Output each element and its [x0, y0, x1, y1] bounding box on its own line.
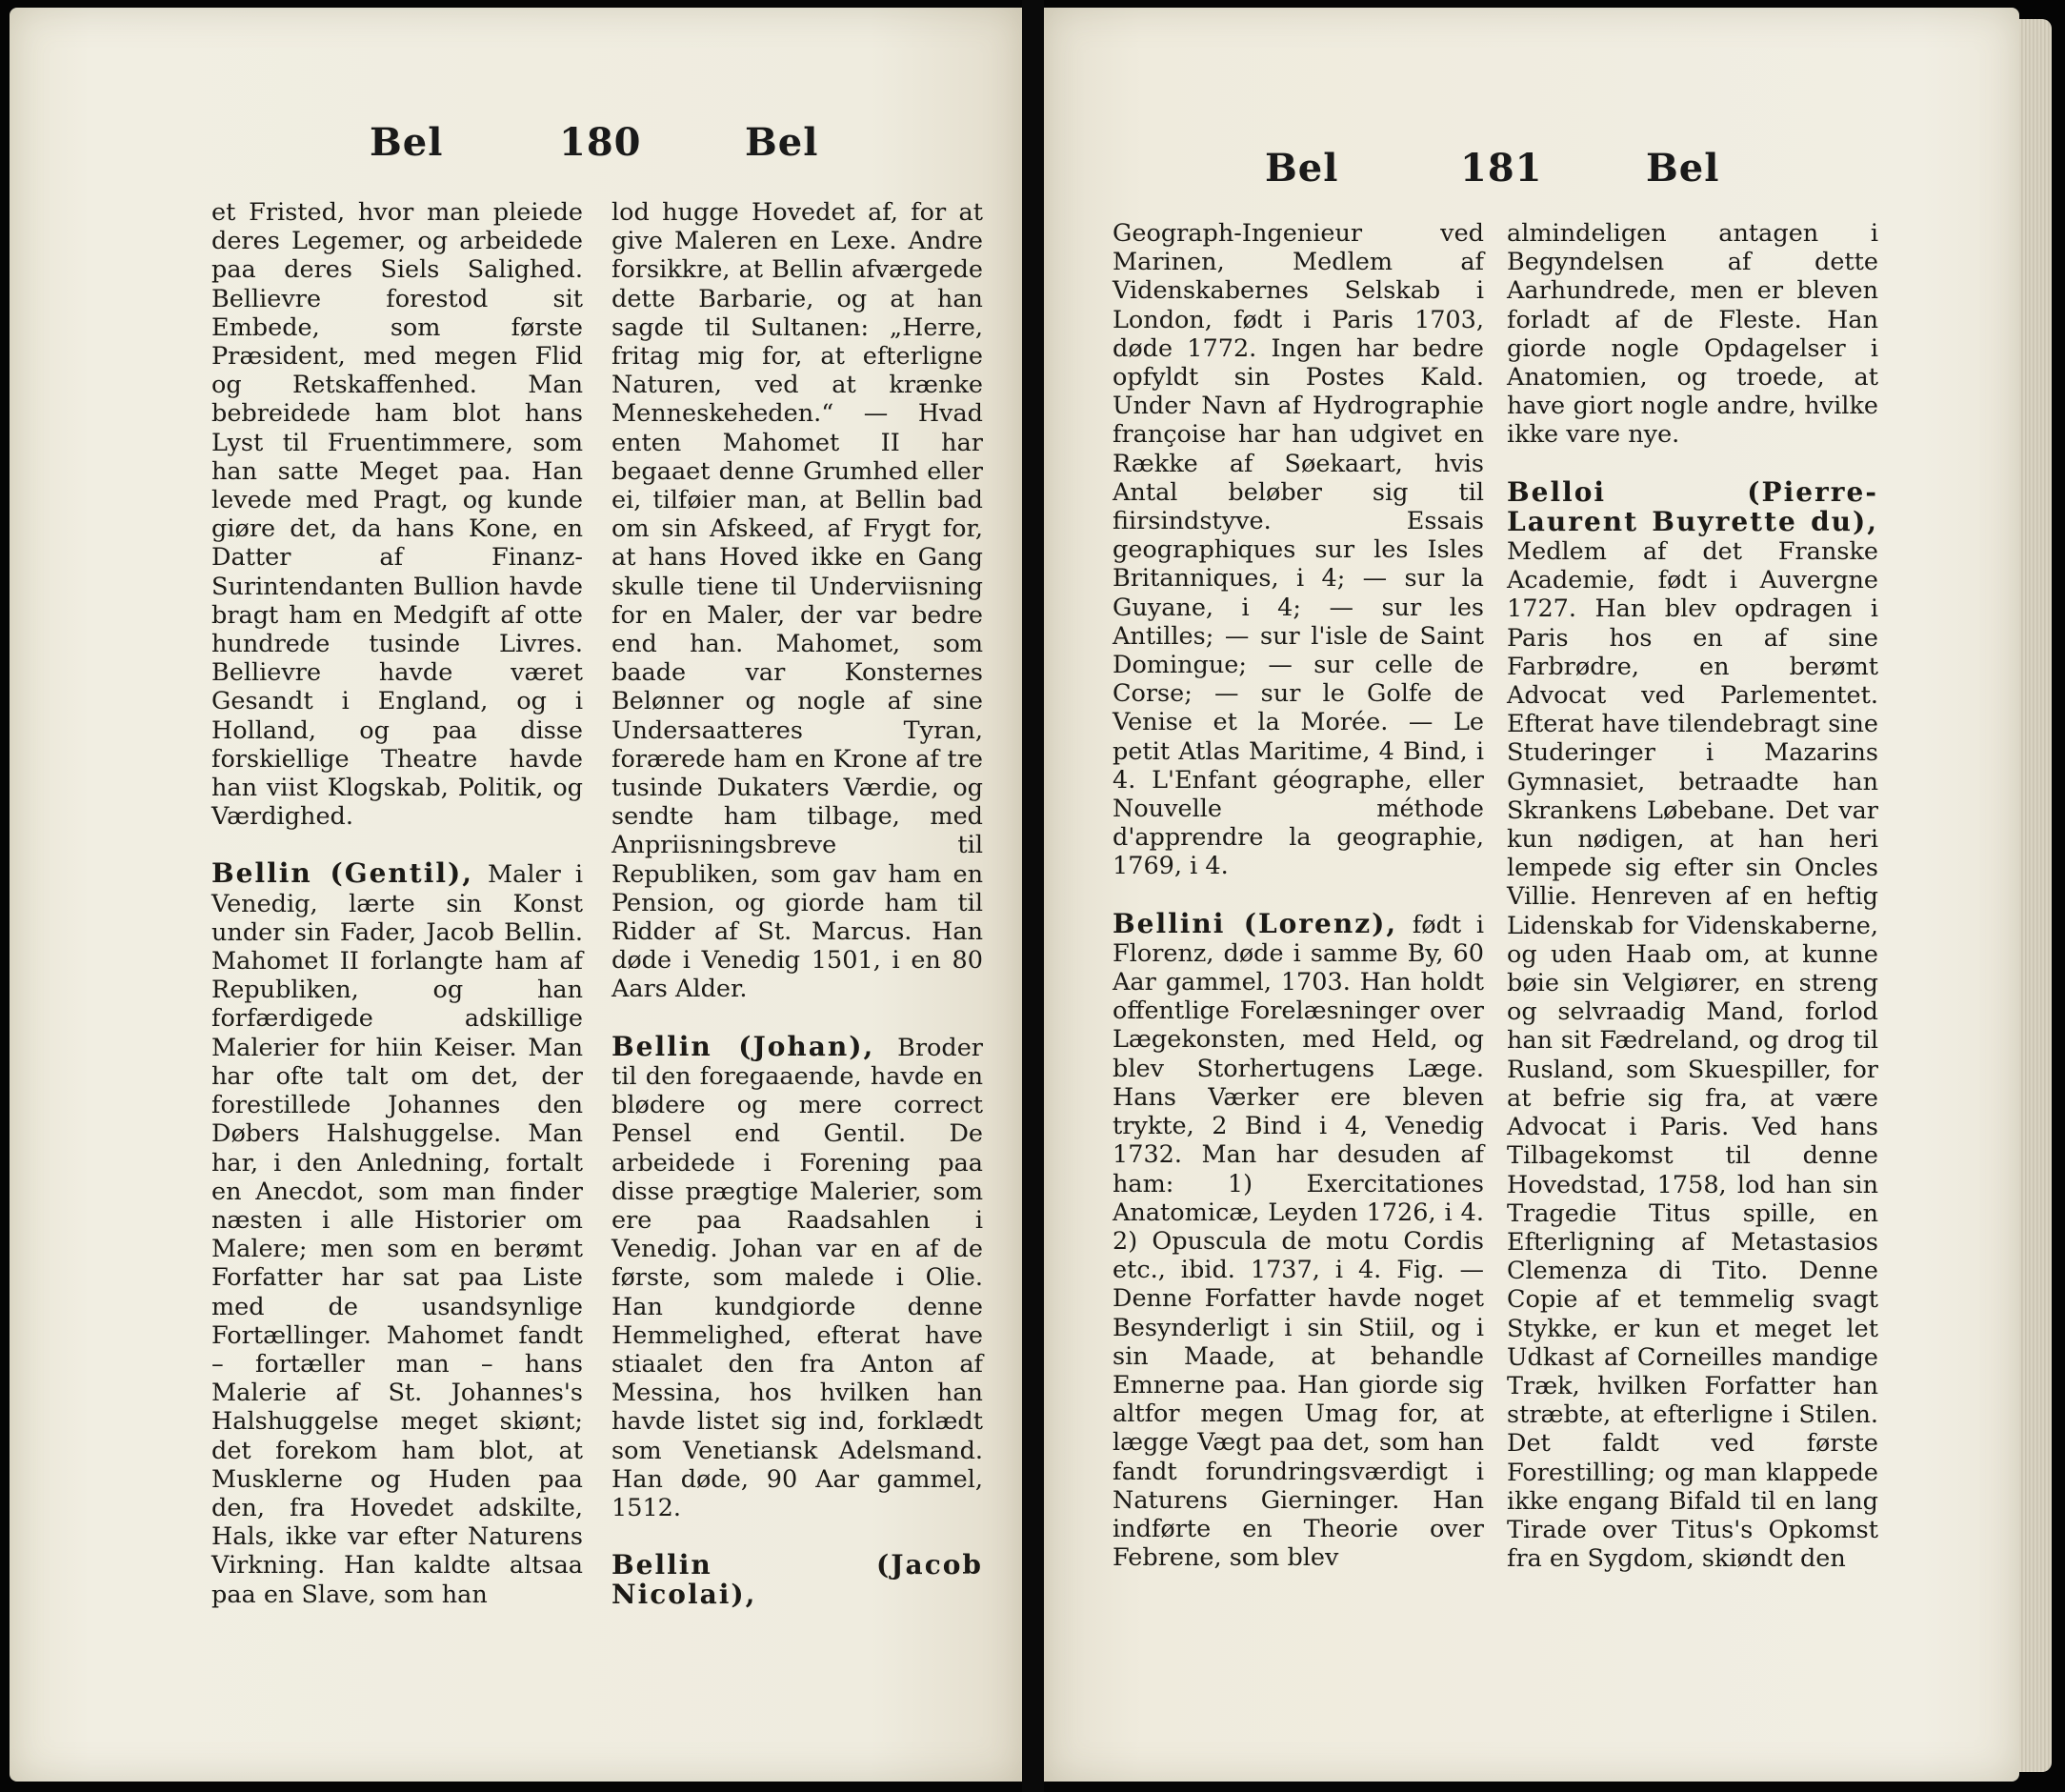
running-head-left: Bel — [1265, 146, 1339, 191]
book-gutter — [1022, 0, 1044, 1792]
paragraph: Geograph-Ingenieur ved Marinen, Medlem af Videnskabernes Selskab i London, født i Paris 1703, døde 1772. Ingen har bedre opfyldt sin Postes Kald. Under Navn af Hydrographie françoise har han udgivet en Række af Søekaart, hvis Antal beløber sig til fiirsindstyve. Essais geographiques sur les Isles Britanniques, i 4; — sur la Guyane, i 4; — sur les Antilles; — sur l'isle de Saint Domingue; — sur celle de Corse; — sur le Golfe de Venise et la Morée. — Le petit Atlas Maritime, 4 Bind, i 4. L'Enfant géographe, eller Nouvelle méthode d'apprendre la geographie, 1769, i 4. — [1113, 219, 1484, 881]
page-number: 181 — [1460, 146, 1543, 191]
entry-headword: Bellin (Gentil), — [211, 857, 473, 890]
paragraph: almindeligen antagen i Begyndelsen af dette Aarhundrede, men er bleven forladt af de Fleste. Han giorde nogle Opdagelser i Anatomien, og troede, at have giort nogle andre, hvilke ikke vare nye. — [1507, 219, 1878, 450]
running-head-right: Bel — [745, 120, 819, 165]
right-column-1 — [1113, 219, 1484, 1572]
paragraph: lod hugge Hovedet af, for at give Maleren en Lexe. Andre forsikkre, at Bellin afværgede dette Barbarie, og at han sagde til Sultanen: „Herre, fritag mig for, at efterligne Naturen, ved at krænke Menneskeheden.“ — Hvad enten Mahomet II har begaaet denne Grumhed eller ei, tilføier man, at Bellin bad om sin Afskeed, af Frygt for, at hans Hoved ikke en Gang skulle tiene til Underviisning for en Maler, der var bedre end han. Mahomet, som baade var Konsternes Belønner og nogle af sine Undersaatteres Tyran, forærede ham en Krone af tre tusinde Dukaters Værdie, og sendte ham tilbage, med Anpriisningsbreve til Republiken, som gav ham en Pension, og giorde ham til Ridder af St. Marcus. Han døde i Venedig 1501, i en 80 Aars Alder. — [611, 198, 983, 1004]
running-head-left: Bel — [370, 120, 444, 165]
entry-headword: Bellini (Lorenz), — [1113, 907, 1398, 939]
left-column-2 — [611, 198, 983, 1611]
entry-paragraph — [1113, 907, 1484, 1573]
running-head-right: Bel — [1646, 146, 1720, 191]
page-edges — [2019, 19, 2052, 1772]
entry-text: Broder til den foregaaende, havde en blødere og mere correct Pensel end Gentil. De arbeidede i Forening paa disse prægtige Malerier, som ere paa Raadsahlen i Venedig. Johan var en af de første, som malede i Olie. Han kundgiorde denne Hemmelighed, efterat have stiaalet den fra Anton af Messina, hos hvilken han havde listet sig ind, forklædt som Venetiansk Adelsmand. Han døde, 90 Aar gammel, 1512. — [611, 1033, 983, 1522]
entry-headword: Belloi (Pierre-Laurent Buyrette du), — [1507, 475, 1878, 537]
entry-text: født i Florenz, døde i samme By, 60 Aar gammel, 1703. Han holdt offentlige Forelæsninger over Lægekonsten, med Held, og blev Storhertugens Læge. Hans Værker ere bleven trykte, 2 Bind i 4, Venedig 1732. Man har desuden af ham: 1) Exercitationes Anatomicæ, Leyden 1726, i 4. 2) Opuscula de motu Cordis etc., ibid. 1737, i 4. Fig. — Denne Forfatter havde noget Besynderligt i sin Stiil, og i sin Maade, at behandle Emnerne paa. Han giorde sig altfor megen Umag for, at lægge Vægt paa det, som han fandt forundringsværdigt i Naturens Gierninger. Han indførte en Theorie over Febrene, som blev — [1113, 910, 1484, 1573]
entry-paragraph — [211, 859, 583, 1608]
right-column-2 — [1507, 219, 1878, 1573]
entry-headword: Bellin (Johan), — [611, 1030, 875, 1062]
left-page — [10, 8, 1022, 1782]
paragraph: et Fristed, hvor man pleiede deres Legemer, og arbeidede paa deres Siels Salighed. Bellievre forestod sit Embede, som første Præsident, med megen Flid og Retskaffenhed. Man bebreidede ham blot hans Lyst til Fruentimmere, som han satte Meget paa. Han levede med Pragt, og kunde giøre det, da hans Kone, en Datter af Finanz-Surintendanten Bullion havde bragt ham en Medgift af otte hundrede tusinde Livres. Bellievre havde været Gesandt i England, og i Holland, og paa disse forskiellige Theatre havde han viist Klogskab, Politik, og Værdighed. — [211, 198, 583, 832]
entry-headword: Bellin (Jacob Nicolai), — [611, 1549, 983, 1611]
right-page — [1044, 8, 2019, 1782]
entry-paragraph — [611, 1551, 983, 1610]
left-column-1 — [211, 198, 583, 1609]
entry-text: Medlem af det Franske Academie, født i Auvergne 1727. Han blev opdragen i Paris hos en af sine Farbrødre, en berømt Advocat ved Parlementet. Efterat have tilendebragt sine Studeringer i Mazarins Gymnasiet, betraadte han Skrankens Løbebane. Det var kun nødigen, at han heri lempede sig efter sin Oncles Villie. Henreven af en heftig Lidenskab for Videnskaberne, og uden Haab om, at kunne bøie sin Velgiører, en streng og selvraadig Mand, forlod han sit Fædreland, og drog til Rusland, som Skuespiller, for at befrie sig fra, at være Advocat i Paris. Ved hans Tilbagekomst til denne Hovedstad, 1758, lod han sin Tragedie Titus spille, en Efterligning af Metastasios Clemenza di Tito. Denne Copie af et temmelig svagt Stykke, er kun et meget let Udkast af Corneilles mandige Træk, hvilken Forfatter han stræbte, at efterligne i Stilen. Det faldt ved første Forestilling; og man klappede ikke engang Bifald til en lang Tirade over Titus's Opkomst fra en Sygdom, skiøndt den — [1507, 537, 1878, 1574]
entry-paragraph — [1507, 475, 1878, 1574]
page-number: 180 — [559, 120, 642, 165]
entry-text: Maler i Venedig, lærte sin Konst under sin Fader, Jacob Bellin. Mahomet II forlangte ham af Republiken, og han forfærdigede adskillige Malerier for hiin Keiser. Man har ofte talt om det, der forestillede Johannes den Døbers Halshuggelse. Man har, i den Anledning, fortalt en Anecdot, som man finder næsten i alle Historier om Malere; men som en berømt Forfatter har sat paa Liste med de usandsynlige Fortællinger. Mahomet fandt – fortæller man – hans Malerie af St. Johannes's Halshuggelse meget skiønt; det forekom ham blot, at Musklerne og Huden paa den, fra Hovedet adskilte, Hals, ikke var efter Naturens Virkning. Han kaldte altsaa paa en Slave, som han — [211, 860, 584, 1609]
entry-paragraph — [611, 1030, 983, 1522]
